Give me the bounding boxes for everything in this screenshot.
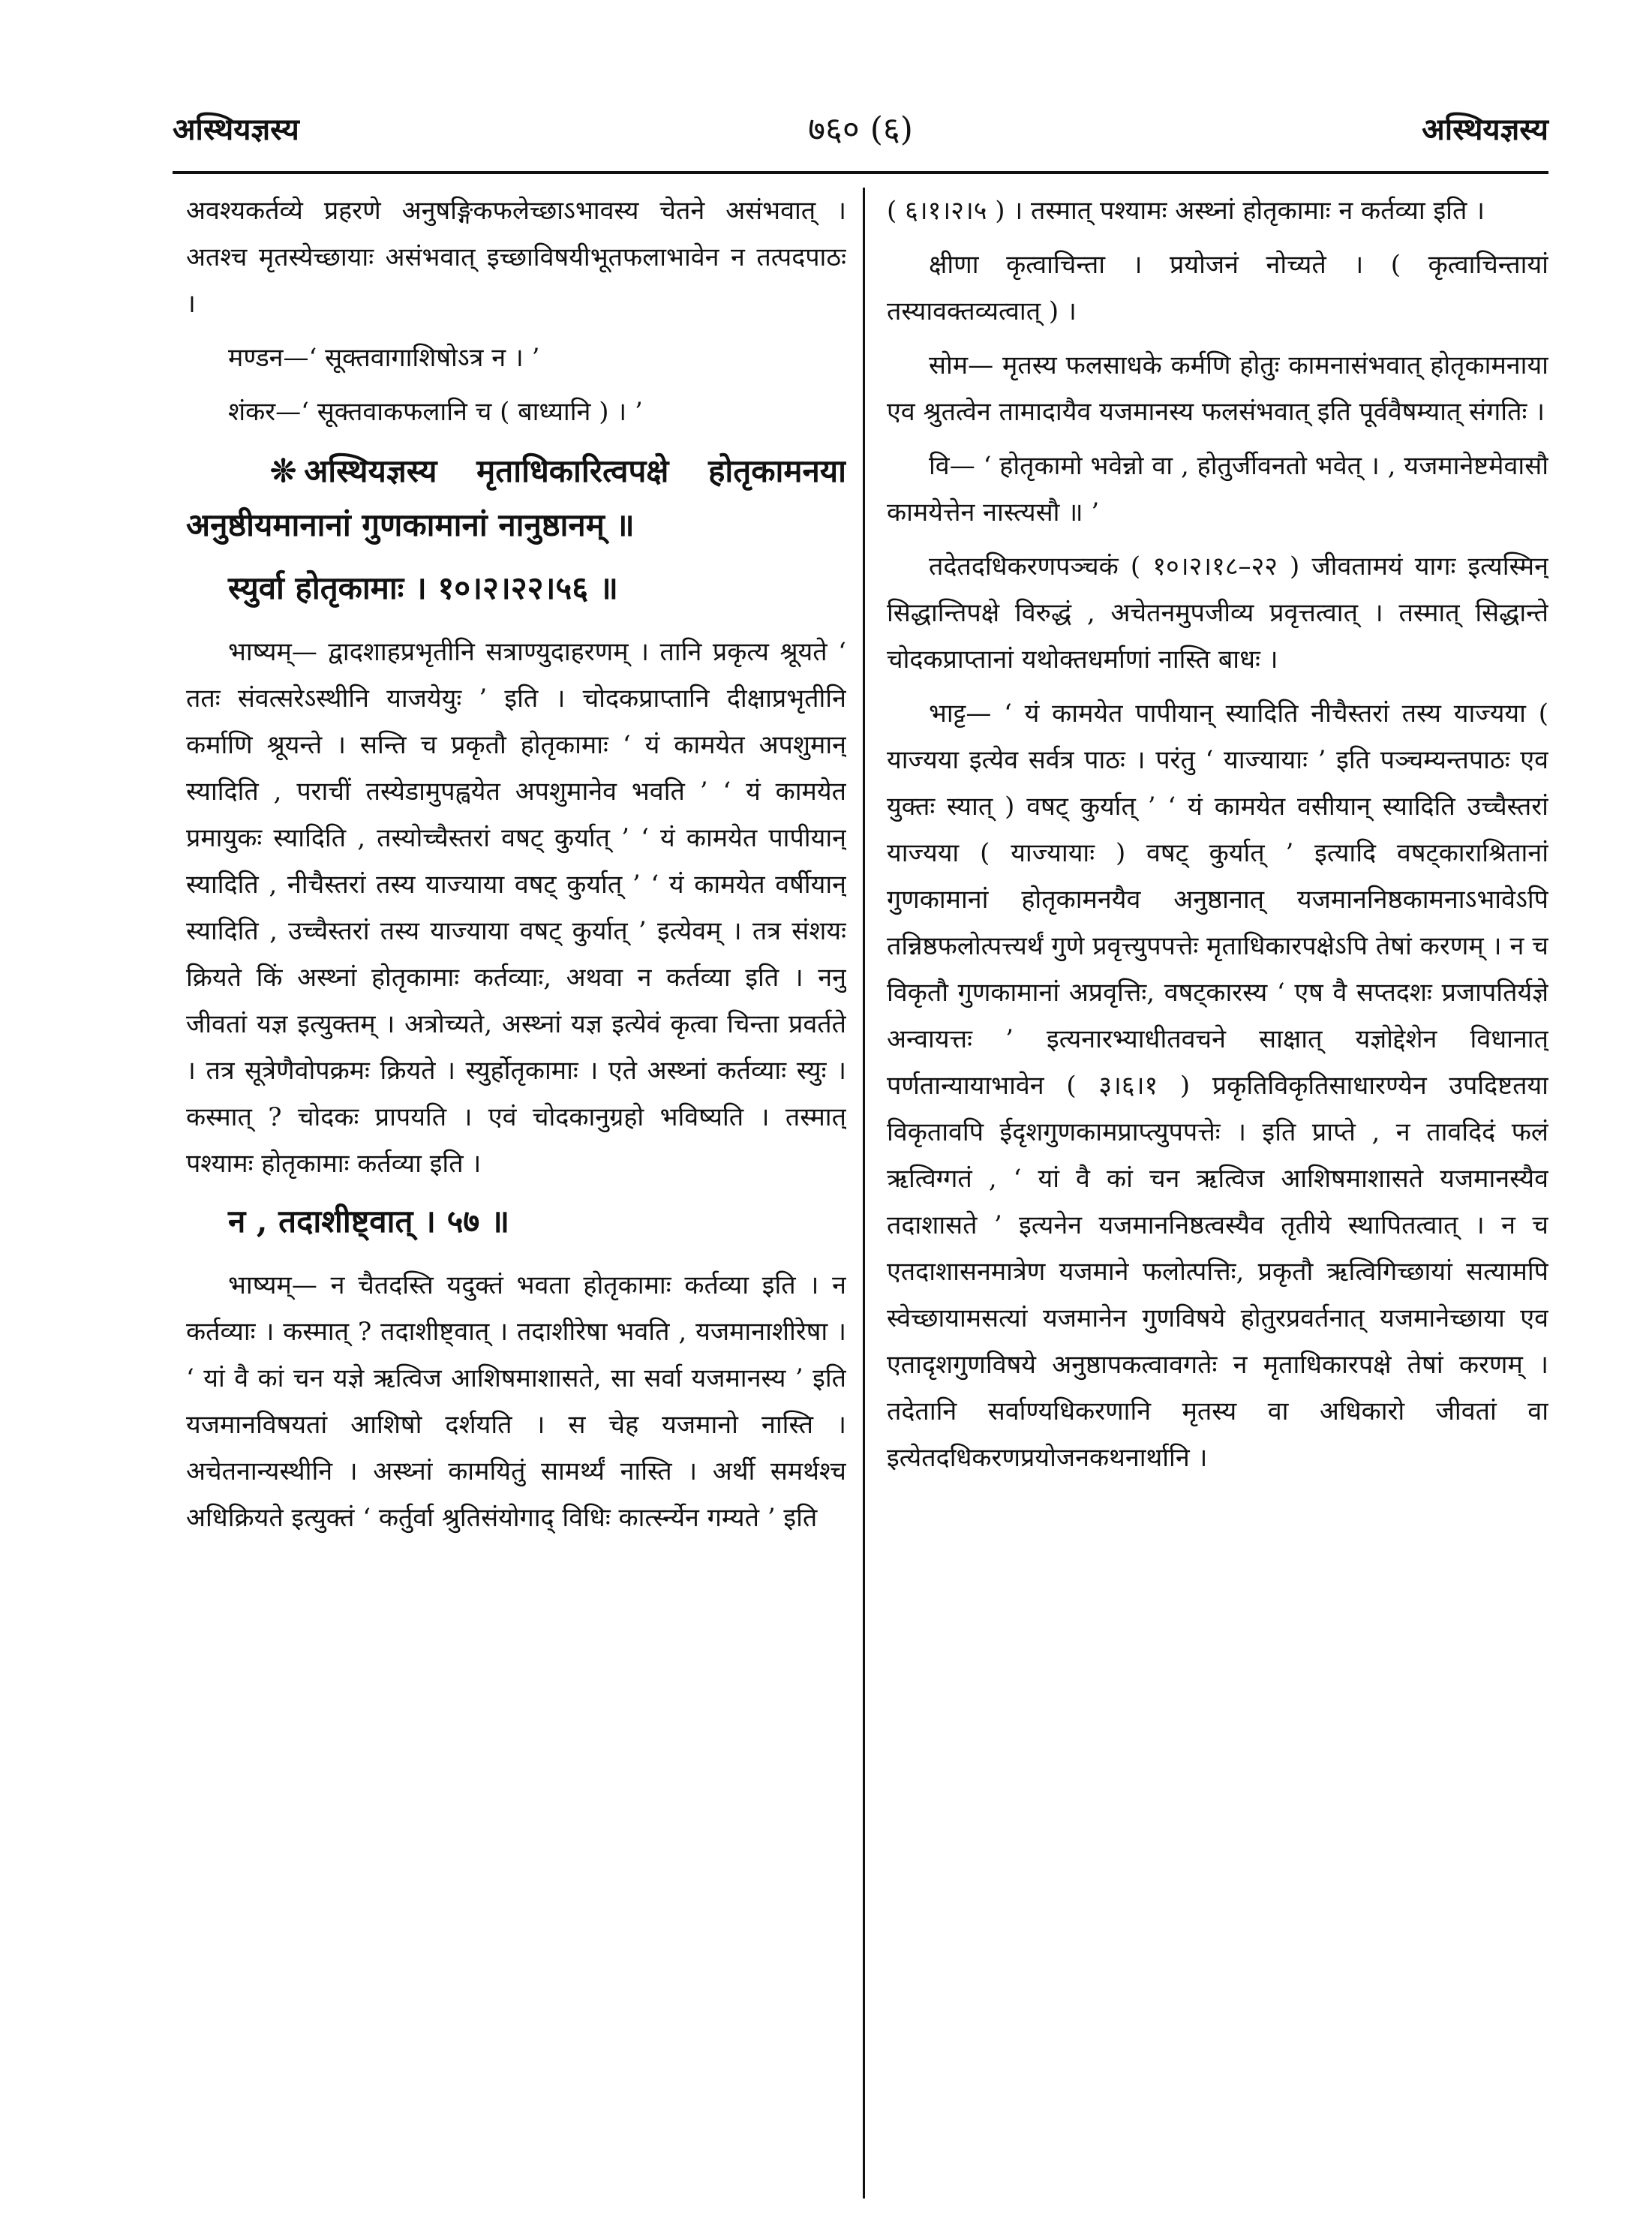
- adhikarana-heading: [186, 444, 846, 552]
- header-left-title: अस्थियज्ञस्य: [173, 111, 299, 147]
- right-column: [887, 188, 1548, 2206]
- sutra-56: स्युर्वा होतृकामाः । १०।२।२२।५६ ॥: [228, 570, 618, 606]
- paragraph: क्षीणा कृत्वाचिन्ता । प्रयोजनं नोच्यते । ( कृत्वाचिन्तायां तस्यावक्तव्यत्वात् ) ।: [887, 250, 1548, 326]
- adhikarana-heading-text: अस्थियज्ञस्य मृताधिकारित्वपक्षे होतृकामनया अनुष्ठीयमानानां गुणकामानां नानुष्ठानम् ॥: [186, 452, 846, 543]
- shankara-quote: शंकर—‘ सूक्तवाकफलानि च ( बाध्यानि ) । ’: [228, 397, 643, 427]
- bhashya-paragraph: भाष्यम्— न चैतदस्ति यदुक्तं भवता होतृकामाः कर्तव्या इति । न कर्तव्याः । कस्मात् ? तदाशीष्ट्वात् । तदाशीरेषा भवति , यजमानाशीरेषा । ‘ यां वै कां चन यज्ञे ऋत्विज आशिषमाशासते, सा सर्वा यजमानस्य ’ इति यजमानविषयतां आशिषो दर्शयति । स चेह यजमानो नास्ति । अचेतनान्यस्थीनि । अस्थ्नां कामयितुं सामर्थ्यं नास्ति । अर्थी समर्थश्च अधिक्रियते इत्युक्तं ‘ कर्तुर्वा श्रुतिसंयोगाद् विधिः कार्त्स्न्येन गम्यते ’ इति: [186, 1270, 846, 1533]
- bhatta-paragraph: भाट्ट— ‘ यं कामयेत पापीयान् स्यादिति नीचैस्तरां तस्य याज्यया ( याज्यया इत्येव सर्वत्र पाठः । परंतु ‘ याज्यायाः ’ इति पञ्चम्यन्तपाठः एव युक्तः स्यात् ) वषट् कुर्यात् ’ ‘ यं कामयेत वसीयान् स्यादिति उच्चैस्तरां याज्यया ( याज्यायाः ) वषट् कुर्यात् ’ इत्यादि वषट्काराश्रितानां गुणकामानां होतृकामनयैव अनुष्ठानात् यजमाननिष्ठकामनाऽभावेऽपि तन्निष्ठफलोत्पत्त्यर्थं गुणे प्रवृत्त्युपपत्तेः मृताधिकारपक्षेऽपि तेषां करणम् । न च विकृतौ गुणकामानां अप्रवृत्तिः, वषट्कारस्य ‘ एष वै सप्तदशः प्रजापतिर्यज्ञे अन्वायत्तः ’ इत्यनारभ्याधीतवचने साक्षात् यज्ञोद्देशेन विधानात् पर्णतान्यायाभावेन ( ३।६।१ ) प्रकृतिविकृतिसाधारण्येन उपदिष्टतया विकृतावपि ईदृशगुणकामप्राप्त्युपपत्तेः । इति प्राप्ते , न तावदिदं फलं ऋत्विग्गतं , ‘ यां वै कां चन ऋत्विज आशिषमाशासते यजमानस्यैव तदाशासते ’ इत्यनेन यजमाननिष्ठत्वस्यैव तृतीये स्थापितत्वात् । न च एतदाशासनमात्रेण यजमाने फलोत्पत्तिः, प्रकृतौ ऋत्विगिच्छायां सत्यामपि स्वेच्छायामसत्यां यजमानेन गुणविषये होतुरप्रवर्तनात् यजमानेच्छाया एव एतादृशगुणविषये अनुष्ठापकत्वावगतेः न मृताधिकारपक्षे तेषां करणम् । तदेतानि सर्वाण्यधिकरणानि मृतस्य वा अधिकारो जीवतां वा इत्येतदधिकरणप्रयोजनकथनार्थानि ।: [887, 699, 1548, 1473]
- section-mark-icon: ❊: [270, 452, 297, 489]
- header-right-title: अस्थियज्ञस्य: [1422, 111, 1548, 147]
- column-divider: [863, 188, 865, 2198]
- left-column: [186, 188, 846, 2206]
- soma-paragraph: सोम— मृतस्य फलसाधके कर्मणि होतुः कामनासंभवात् होतृकामनाया एव श्रुतत्वेन तामादायैव यजमानस्य फलसंभवात् इति पूर्ववैषम्यात् संगतिः ।: [887, 350, 1548, 427]
- paragraph: तदेतदधिकरणपञ्चकं ( १०।२।१८–२२ ) जीवतामयं यागः इत्यस्मिन् सिद्धान्तिपक्षे विरुद्धं , अचेतनमुपजीव्य प्रवृत्तत्वात् । तस्मात् सिद्धान्ते चोदकप्राप्तानां यथोक्तधर्माणां नास्ति बाधः ।: [887, 551, 1548, 675]
- header-rule: [173, 171, 1548, 174]
- paragraph: अवश्यकर्तव्ये प्रहरणे अनुषङ्गिकफलेच्छाऽभावस्य चेतने असंभवात् । अतश्च मृतस्येच्छायाः असंभवात् इच्छाविषयीभूतफलाभावेन न तत्पदपाठः ।: [186, 196, 846, 319]
- running-header: [173, 98, 1548, 158]
- paragraph: ( ६।१।२।५ ) । तस्मात् पश्यामः अस्थ्नां होतृकामाः न कर्तव्या इति ।: [887, 196, 1485, 226]
- sutra-57: न , तदाशीष्ट्वात् । ५७ ॥: [228, 1203, 510, 1240]
- mandana-quote: मण्डन—‘ सूक्तवागाशिषोऽत्र न । ’: [228, 343, 540, 373]
- vi-verse: वि— ‘ होतृकामो भवेन्नो वा , होतुर्जीवनतो भवेत् । , यजमानेष्टमेवासौ कामयेत्तेन नास्त्यसौ ॥ ’: [887, 451, 1548, 527]
- page-number: ७६० (६): [808, 110, 913, 149]
- bhashya-paragraph: भाष्यम्— द्वादशाहप्रभृतीनि सत्राण्युदाहरणम् । तानि प्रकृत्य श्रूयते ‘ ततः संवत्सरेऽस्थीनि याजयेयुः ’ इति । चोदकप्राप्तानि दीक्षाप्रभृतीनि कर्माणि श्रूयन्ते । सन्ति च प्रकृतौ होतृकामाः ‘ यं कामयेत अपशुमान् स्यादिति , पराचीं तस्येडामुपह्वयेत अपशुमानेव भवति ’ ‘ यं कामयेत प्रमायुकः स्यादिति , तस्योच्चैस्तरां वषट् कुर्यात् ’ ‘ यं कामयेत पापीयान् स्यादिति , नीचैस्तरां तस्य याज्याया वषट् कुर्यात् ’ ‘ यं कामयेत वर्षीयान् स्यादिति , उच्चैस्तरां तस्य याज्याया वषट् कुर्यात् ’ इत्येवम् । तत्र संशयः क्रियते किं अस्थ्नां होतृकामाः कर्तव्याः, अथवा न कर्तव्या इति । ननु जीवतां यज्ञ इत्युक्तम् । अत्रोच्यते, अस्थ्नां यज्ञ इत्येवं कृत्वा चिन्ता प्रवर्तते । तत्र सूत्रेणैवोपक्रमः क्रियते । स्युर्होतृकामाः । एते अस्थ्नां कर्तव्याः स्युः । कस्मात् ? चोदकः प्रापयति । एवं चोदकानुग्रहो भविष्यति । तस्मात् पश्यामः होतृकामाः कर्तव्या इति ।: [186, 637, 846, 1179]
